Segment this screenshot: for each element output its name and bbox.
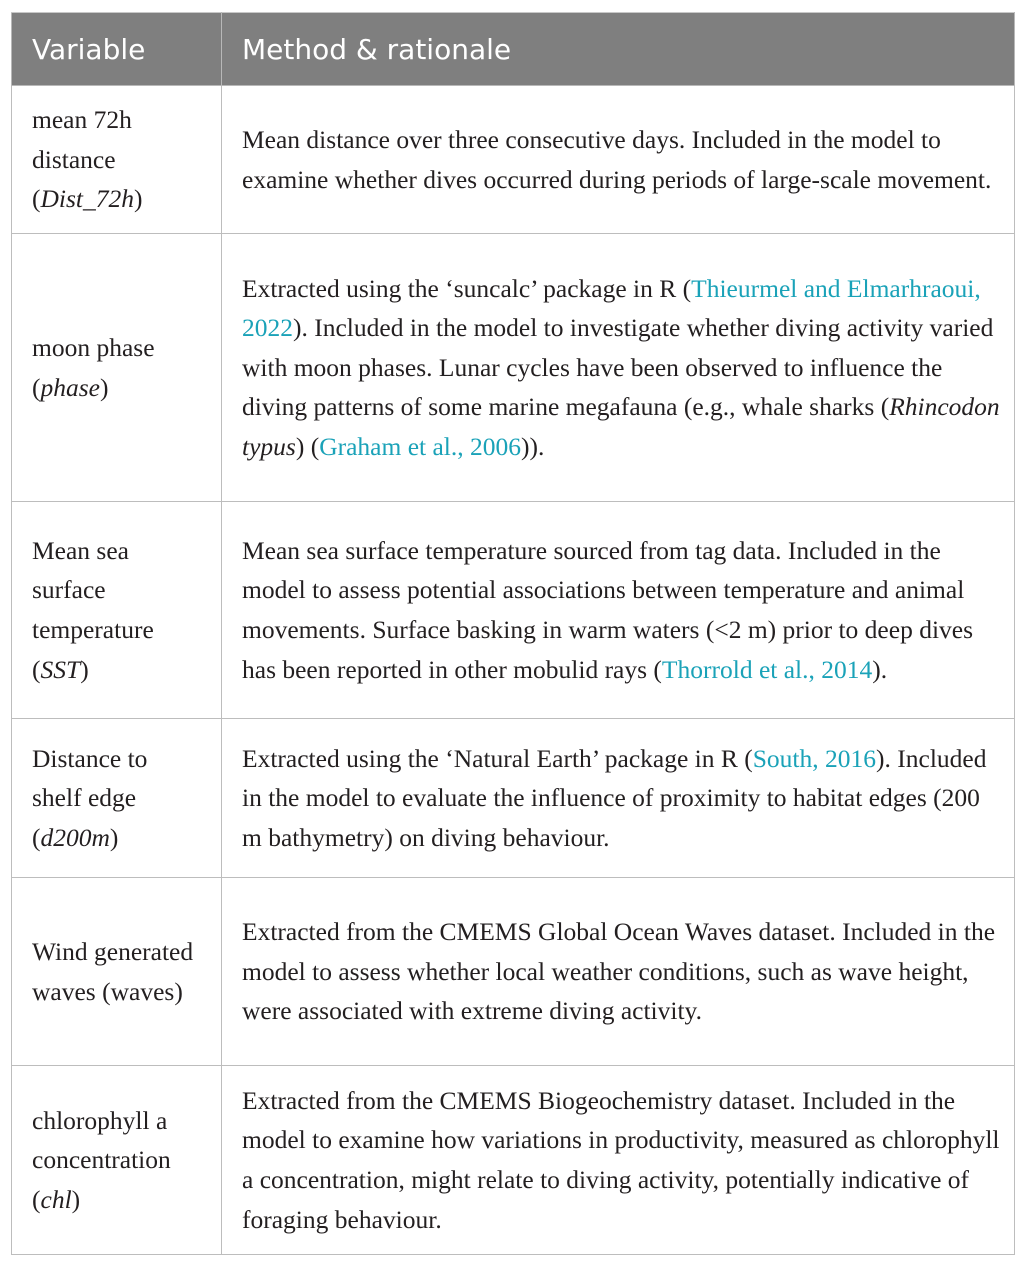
header-variable: Variable <box>12 13 222 86</box>
variable-cell: Distance to shelf edge (d200m) <box>12 719 222 878</box>
variable-abbrev: Dist_72h <box>40 184 135 214</box>
citation-link[interactable]: Thorrold et al., 2014 <box>661 654 873 684</box>
method-cell: Mean distance over three consecutive days. Included in the model to examine whether dives occurred during periods of large-scale movement. <box>222 86 1015 234</box>
variable-abbrev: SST <box>40 654 81 684</box>
table-row <box>12 719 1015 878</box>
header-method-rationale: Method & rationale <box>222 13 1015 86</box>
method-cell: Mean sea surface temperature sourced from tag data. Included in the model to assess potential associations between temperature and animal movements. Surface basking in warm waters (<2 m) prior to deep dives has been reported in other mobulid rays (Thorrold et al., 2014). <box>222 502 1015 719</box>
header-row <box>12 13 1015 86</box>
variable-abbrev: d200m <box>40 822 110 852</box>
variable-cell: mean 72h distance (Dist_72h) <box>12 86 222 234</box>
citation-link[interactable]: Thieurmel and Elmarhraoui, 2022 <box>242 273 981 343</box>
species-name: Rhincodon typus <box>242 392 1000 461</box>
variable-cell: chlorophyll a concentration (chl) <box>12 1066 222 1255</box>
method-cell: Extracted from the CMEMS Biogeochemistry dataset. Included in the model to examine how variations in productivity, measured as chlorophyll a concentration, might relate to diving activity, potentially indicative of foraging behaviour. <box>222 1066 1015 1255</box>
table-row <box>12 1066 1015 1255</box>
variable-abbrev: chl <box>40 1184 72 1214</box>
variable-cell: Mean sea surface temperature (SST) <box>12 502 222 719</box>
variable-abbrev: phase <box>40 372 100 402</box>
method-cell: Extracted from the CMEMS Global Ocean Waves dataset. Included in the model to assess whether local weather conditions, such as wave height, were associated with extreme diving activity. <box>222 878 1015 1066</box>
table-row <box>12 502 1015 719</box>
table-row <box>12 86 1015 234</box>
citation-link[interactable]: Graham et al., 2006 <box>319 431 521 461</box>
method-cell: Extracted using the ‘Natural Earth’ package in R (South, 2016). Included in the model to evaluate the influence of proximity to habitat edges (200 m bathymetry) on diving behaviour. <box>222 719 1015 878</box>
table-row <box>12 234 1015 502</box>
variable-cell: Wind generated waves (waves) <box>12 878 222 1066</box>
table-row <box>12 878 1015 1066</box>
variables-table <box>11 12 1015 1255</box>
citation-link[interactable]: South, 2016 <box>752 743 877 773</box>
method-cell: Extracted using the ‘suncalc’ package in R (Thieurmel and Elmarhraoui, 2022). Included in the model to investigate whether diving activity varied with moon phases. Lunar cycles have been observed to influence the diving patterns of some marine megafauna (e.g., whale sharks (Rhincodon typus) (Graham et al., 2006)). <box>222 234 1015 502</box>
variable-cell: moon phase (phase) <box>12 234 222 502</box>
